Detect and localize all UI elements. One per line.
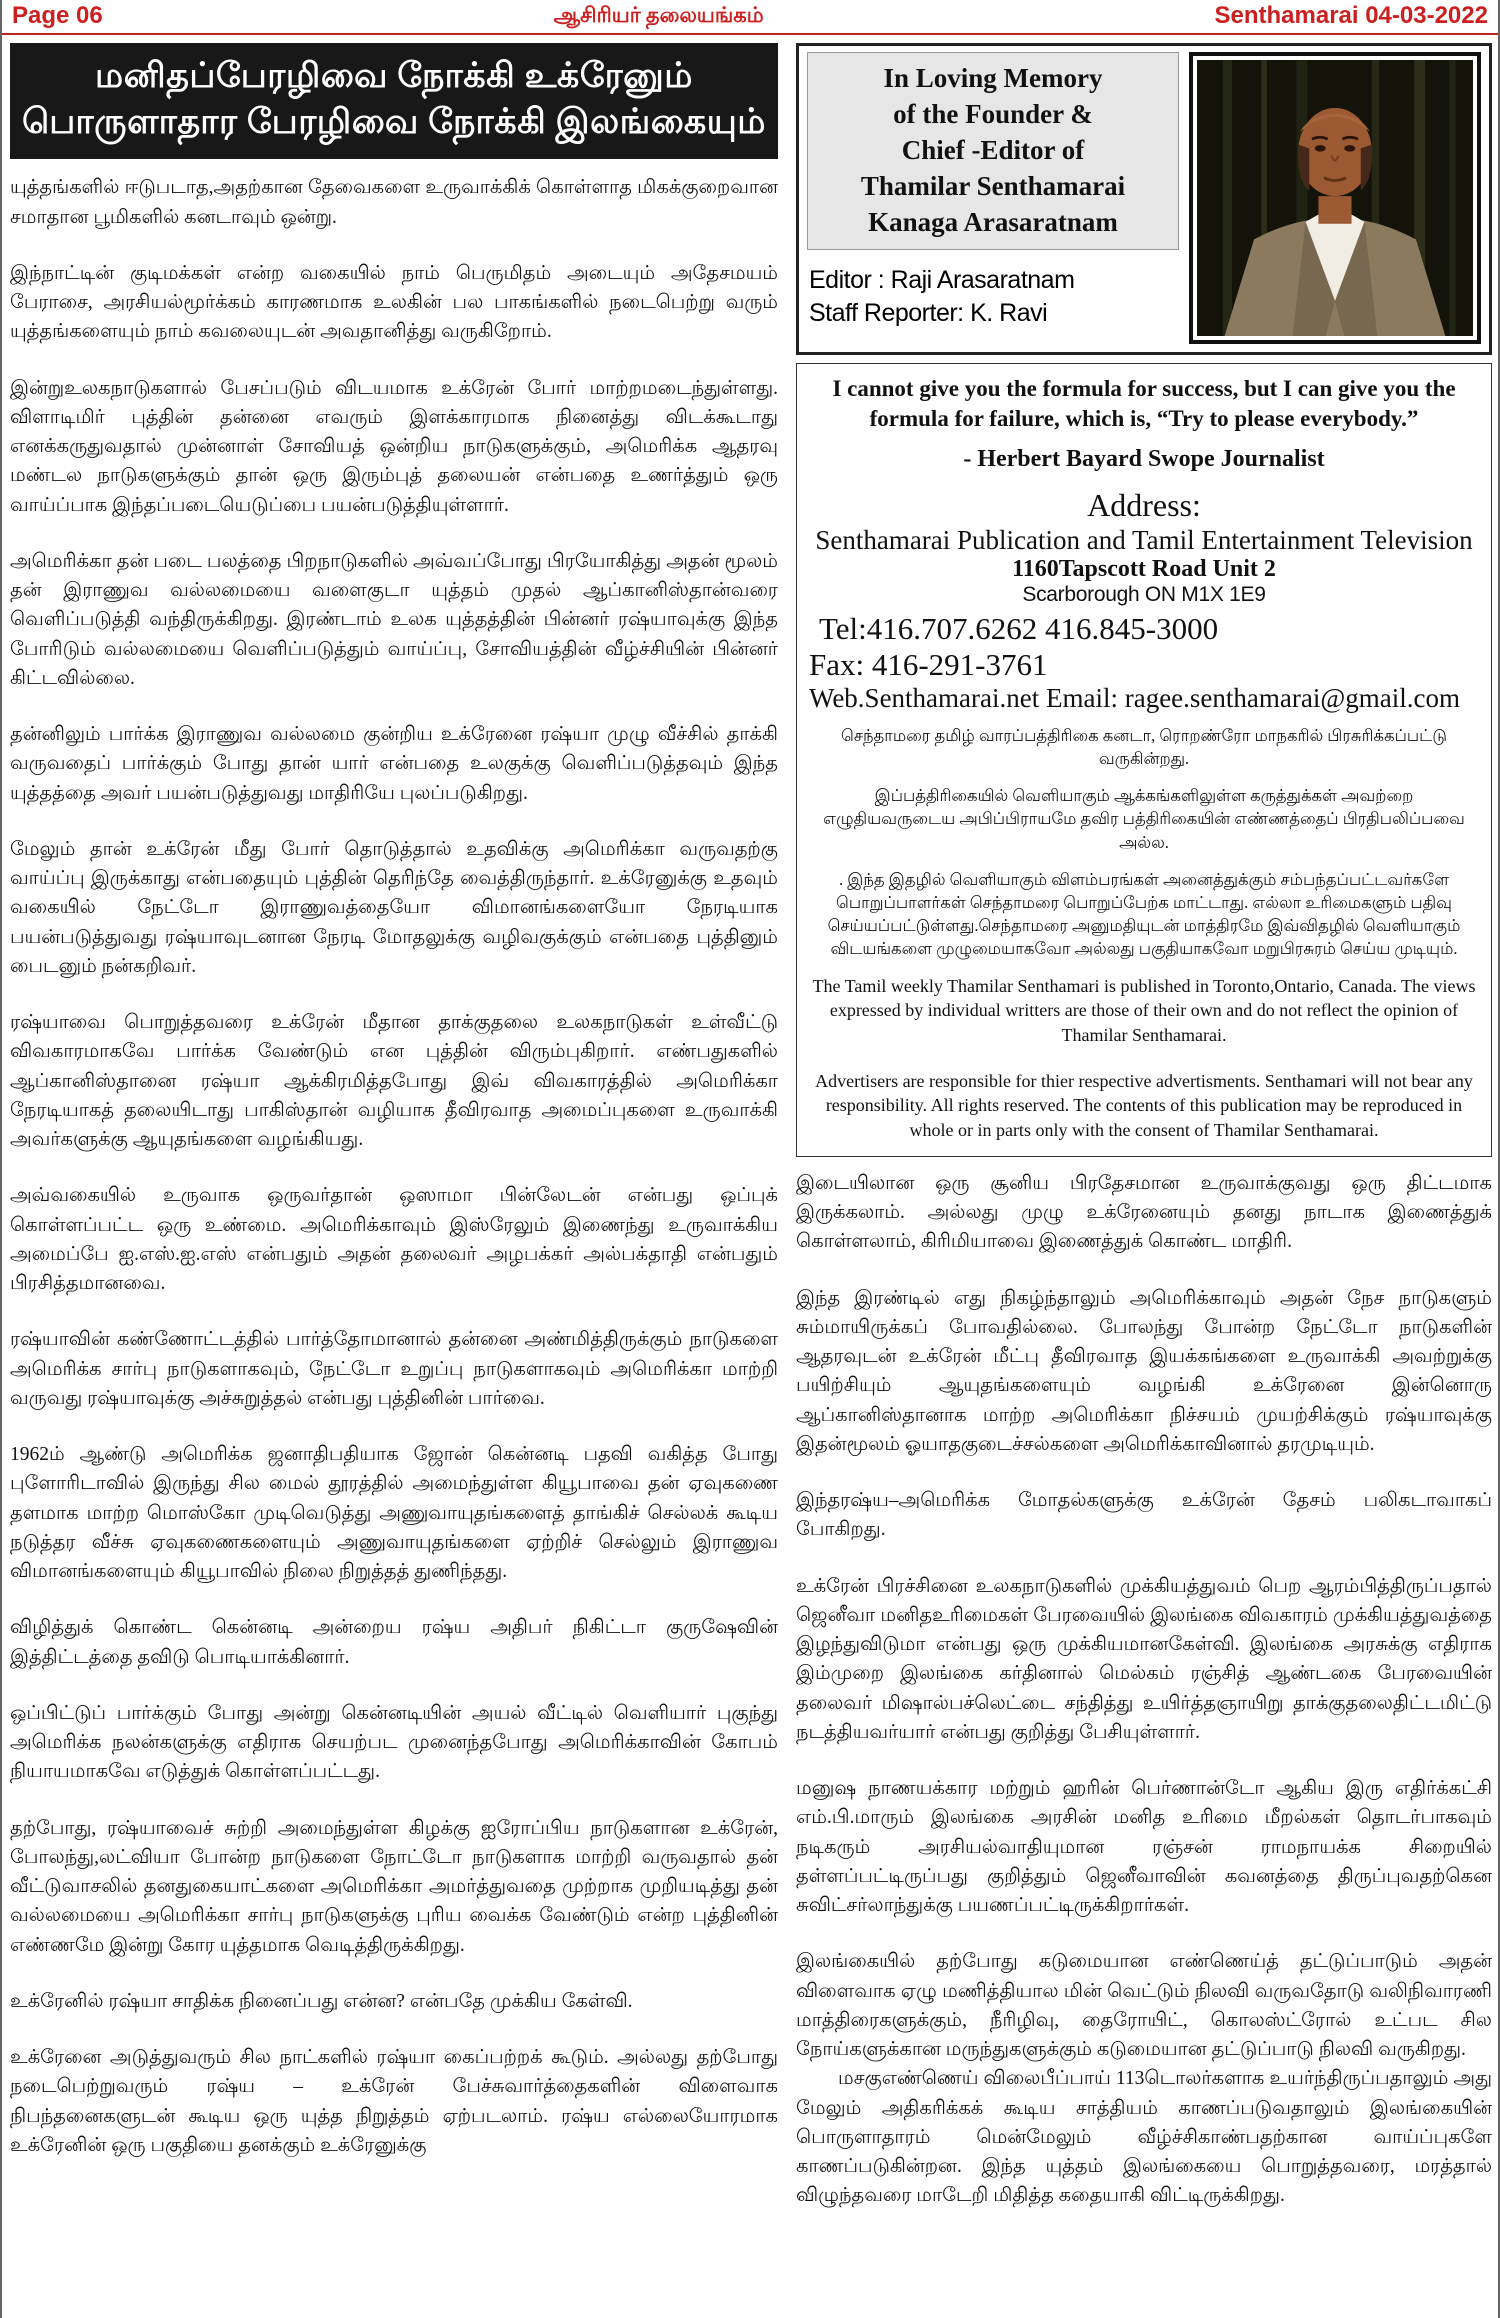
memorial-box — [796, 43, 1492, 355]
tamil-notices — [809, 724, 1479, 960]
headline-line1: மனிதப்பேரழிவை நோக்கி உக்ரேனும் — [95, 56, 693, 95]
memorial-line4: Thamilar Senthamarai — [860, 170, 1126, 201]
article-paragraph: இன்றுஉலகநாடுகளால் பேசப்படும் விடயமாக உக்ரேன் போர் மாற்றமடைந்துள்ளது. விளாடிமிர் புத்தின் தன்னை எவரும் இளக்காரமாக நினைத்து விடக்கூடாது எனக்கருதுவதால் முன்னாள் சோவியத் ஒன்றிய நாடுகளுக்கும், அமெரிக்க ஆதரவு மண்டல நாடுகளுக்கும் தான் ஒரு இரும்புத் தலையன் என்பதை உணர்த்தும் ஒரு வாய்ப்பாக இந்தப்படையெடுப்பை பயன்படுத்தியுள்ளார். — [10, 377, 778, 516]
article-paragraph: இடையிலான ஒரு சூனிய பிரதேசமான உருவாக்குவது ஒரு திட்டமாக இருக்கலாம். அல்லது முழு உக்ரேனையும் தனது நாடாக இணைத்துக் கொள்ளலாம், கிரிமியாவை இணைத்துக் கொண்ட மாதிரி. — [796, 1172, 1492, 1253]
editorial-right-text — [796, 1169, 1492, 2211]
editorial-left-text — [10, 173, 778, 2160]
page-number: Page 06 — [12, 2, 103, 29]
article-paragraph: உக்ரேனில் ரஷ்யா சாதிக்க நினைப்பது என்ன? என்பதே முக்கிய கேள்வி. — [10, 1990, 633, 2012]
article-paragraph: . இந்த இதழில் வெளியாகும் விளம்பரங்கள் அனைத்துக்கும் சம்பந்தப்பட்டவர்களே பொறுப்பாளர்கள் செந்தாமரை பொறுப்பேற்க மாட்டாது. எல்லா உரிமைகளும் பதிவு செய்யப்பட்டுள்ளது.செந்தாமரை அனுமதியுடன் மாத்திரமே இவ்விதழில் வெளியாகும் விடயங்களை முழுமையாகவோ அல்லது பகுதியாகவோ மறுபிரசுரம் செய்ய முடியும். — [827, 869, 1461, 958]
article-paragraph: இலங்கையில் தற்போது கடுமையான எண்ணெய்த் தட்டுப்பாடும் அதன் விளைவாக ஏழு மணித்தியால மின் வெட்டும் நிலவி வருவதோடு வலிநிவாரணி மாத்திரைகளுக்கும், நீரிழிவு, தைரோயிட், கொலஸ்ட்ரோல் உட்பட சில நோய்களுக்கான மருந்துகளுக்கும் கடுமையான தட்டுப்பாடு நிலவி வருகிறது. — [796, 1951, 1492, 2061]
article-paragraph: மேலும் தான் உக்ரேன் மீது போர் தொடுத்தால் உதவிக்கு அமெரிக்கா வருவதற்கு வாய்ப்பு இருக்காது என்பதையும் புத்தின் தெரிந்தே வைத்திருந்தார். உக்ரேனுக்கு உதவும் வகையில் நேட்டோ இராணுவத்தையோ விமானங்களையோ நேரடியாக பயன்படுத்துவது ரஷ்யாவுடனான நேரடி மோதலுக்கு வழிவகுக்கும் என்பதை புத்தினும் பைடனும் நன்கறிவர். — [10, 838, 778, 977]
article-paragraph: ரஷ்யாவின் கண்ணோட்டத்தில் பார்த்தோமானால் தன்னை அண்மித்திருக்கும் நாடுகளை அமெரிக்க சார்பு நாடுகளாகவும், நேட்டோ உறுப்பு நாடுகளாகவும் அமெரிக்கா மாற்றி வருவது ரஷ்யாவுக்கு அச்சுறுத்தல் என்பது புத்தினின் பார்வை. — [10, 1329, 778, 1409]
page-content — [2, 35, 1498, 2238]
memorial-line3: Chief -Editor of — [901, 134, 1085, 165]
english-notice-1: The Tamil weekly Thamilar Senthamari is published in Toronto,Ontario, Canada. The views expressed by individual writters are those of their own and do not reflect the opinion of Thamilar Senthamarai. — [812, 976, 1476, 1045]
article-paragraph: 1962ம் ஆண்டு அமெரிக்க ஜனாதிபதியாக ஜோன் கென்னடி பதவி வகித்த போது புளோரிடாவில் இருந்து சில மைல் தூரத்தில் அமைந்துள்ள கியூபாவை தன் ஏவுகணை தளமாக மாற்ற மொஸ்கோ முடிவெடுத்து அணுவாயுதங்களைத் தாங்கிச் செல்லக் கூடிய நடுத்தர வீச்சு ஏவுகணைகளையும் அணுவாயுதங்களை ஏற்றிச் செல்லும் இராணுவ விமானங்களையும் கியூபாவில் நிலை நிறுத்தத் துணிந்தது. — [10, 1444, 778, 1583]
staff-reporter-line: Staff Reporter: K. Ravi — [809, 299, 1048, 328]
quote-text: I cannot give you the formula for success, but I can give you the formula for failure, which is, “Try to please everybody.” — [832, 376, 1456, 431]
editor-line: Editor : Raji Arasaratnam — [809, 265, 1075, 294]
article-paragraph: செந்தாமரை தமிழ் வாரப்பத்திரிகை கனடா, ரொறண்ரோ மாநகரில் பிரசுரிக்கப்பட்டு வருகின்றது. — [840, 726, 1448, 769]
article-paragraph: உக்ரேனை அடுத்துவரும் சில நாட்களில் ரஷ்யா கைப்பற்றக் கூடும். அல்லது தற்போது நடைபெற்றுவரும் ரஷ்ய – உக்ரேன் பேச்சுவார்த்தைகளின் விளைவாக நிபந்தனைகளுடன் கூடிய ஒரு யுத்த நிறுத்தம் ஏற்படலாம். ரஷ்ய எல்லையோரமாக உக்ரேனின் ஒரு பகுதியை தனக்கும் உக்ரேனுக்கு — [10, 2047, 778, 2156]
article-paragraph: ரஷ்யாவை பொறுத்தவரை உக்ரேன் மீதான தாக்குதலை உலகநாடுகள் உள்வீட்டு விவகாரமாகவே பார்க்க வேண்டும் என புத்தின் விரும்புகிறார். எண்பதுகளில் ஆப்கானிஸ்தானை ரஷ்யா ஆக்கிரமித்தபோது இவ் விவகாரத்தில் அமெரிக்கா நேரடியாகத் தலையிடாது பாகிஸ்தான் வழியாக தீவிரவாத அமைப்புகளை உருவாக்கி அவர்களுக்கு ஆயுதங்களை வழங்கியது. — [10, 1012, 778, 1151]
english-notice-2: Advertisers are responsible for thier respective advertisments. Senthamari will not bear any responsibility. All rights reserved. The contents of this publication may be reproduced in whole or in parts only with the consent of Thamilar Senthamarai. — [815, 1070, 1473, 1140]
editor-credits — [807, 250, 1179, 332]
founder-photo — [1189, 52, 1481, 344]
organization-name: Senthamarai Publication and Tamil Entertainment Television — [815, 524, 1473, 555]
quote-attribution: - Herbert Bayard Swope Journalist — [963, 445, 1325, 472]
fax-number: Fax: 416-291-3761 — [809, 647, 1048, 683]
article-paragraph: இப்பத்திரிகையில் வெளியாகும் ஆக்கங்களிலுள்ள கருத்துக்கள் அவற்றை எழுதியவருடைய அபிப்பிராயமே தவிர பத்திரிகையின் எண்ணத்தைப் பிரதிபலிப்பவை அல்ல. — [823, 786, 1465, 852]
article-paragraph: தற்போது, ரஷ்யாவைச் சுற்றி அமைந்துள்ள கிழக்கு ஐரோப்பிய நாடுகளான உக்ரேன், போலந்து,லட்வியா போன்ற நாடுகளை நோட்டோ நாடுகளாக மாற்றி வருவதால் தன் வீட்டுவாசலில் தனதுகையாட்களை அமெரிக்கா அமர்த்துவதை முற்றாக முறியடித்து தன் வல்லமையை அமெரிக்கா சார்பு நாடுகளுக்கு புரிய வைக்க வேண்டும் என்ற புத்தினின் எண்ணமே இன்று கோர யுத்தமாக வெடித்திருக்கிறது. — [10, 1817, 778, 1956]
publication-info-box — [796, 363, 1492, 1157]
edition-date: Senthamarai 04-03-2022 — [1214, 2, 1488, 29]
founder-portrait-illustration — [1197, 60, 1473, 336]
memorial-line2: of the Founder & — [893, 98, 1093, 129]
article-paragraph: இந்தரஷ்ய–அமெரிக்க மோதல்களுக்கு உக்ரேன் தேசம் பலிகடாவாகப் போகிறது. — [796, 1490, 1492, 1541]
memorial-text — [807, 52, 1179, 250]
right-column — [796, 41, 1492, 2238]
memorial-line5: Kanaga Arasaratnam — [868, 206, 1118, 237]
left-column — [10, 41, 778, 2238]
article-paragraph: விழித்துக் கொண்ட கென்னடி அன்றைய ரஷ்ய அதிபர் நிகிட்டா குருஷேவின் இத்திட்டத்தை தவிடு பொடியாக்கினார். — [10, 1617, 778, 1668]
address-label: Address: — [1087, 486, 1201, 523]
headline-line2: பொருளாதார பேரழிவை நோக்கி இலங்கையும் — [22, 102, 766, 142]
article-paragraph: ஒப்பிட்டுப் பார்க்கும் போது அன்று கென்னடியின் அயல் வீட்டில் வெளியார் புகுந்து அமெரிக்க நலன்களுக்கு எதிராக செயற்பட முனைந்தபோது அமெரிக்காவின் கோபம் நியாயமாகவே எடுத்துக் கொள்ளப்பட்டது. — [10, 1702, 778, 1783]
article-paragraph: இந்நாட்டின் குடிமக்கள் என்ற வகையில் நாம் பெருமிதம் அடையும் அதேசமயம் பேராசை, அரசியல்மூர்க்கம் காரணமாக உலகின் பல பாகங்களில் நடைபெற்று வரும் யுத்தங்களையும் நாம் கவலையுடன் அவதானித்து வருகிறோம். — [10, 262, 778, 343]
article-paragraph: மசகுஎண்ணெய் விலைபீப்பாய் 113டொலர்களாக உயர்ந்திருப்பதாலும் அது மேலும் அதிகரிக்கக் கூடிய சாத்தியம் காணப்படுவதாலும் இலங்கையின் பொருளாதாரம் மென்மேலும் வீழ்ச்சிகாண்பதற்கான வாய்ப்புகளே காணப்படுகின்றன. இந்த யுத்தம் இலங்கையை பொறுத்தவரை, மரத்தால் விழுந்தவரை மாடேறி மிதித்த கதையாகி விட்டிருக்கிறது. — [796, 2068, 1492, 2207]
memorial-line1: In Loving Memory — [883, 63, 1103, 93]
page-header — [2, 0, 1498, 35]
editorial-headline — [10, 43, 778, 159]
article-paragraph: இந்த இரண்டில் எது நிகழ்ந்தாலும் அமெரிக்காவும் அதன் நேச நாடுகளும் சும்மாயிருக்கப் போவதில்லை. போலந்து போன்ற நேட்டோ நாடுகளின் ஆதரவுடன் உக்ரேன் மீட்பு தீவிரவாத இயக்கங்களை உருவாக்கி அவற்றுக்கு பயிற்சியும் ஆயுதங்களையும் வழங்கி உக்ரேனை இன்னொரு ஆப்கானிஸ்தானாக மாற்ற அமெரிக்கா நிச்சயம் முயற்சிக்கும் ரஷ்யாவுக்கு இதன்மூலம் ஓயாதகுடைச்சல்களை அமெரிக்காவினால் தரமுடியும். — [796, 1287, 1492, 1455]
article-paragraph: உக்ரேன் பிரச்சினை உலகநாடுகளில் முக்கியத்துவம் பெற ஆரம்பித்திருப்பதால் ஜெனீவா மனிதஉரிமைகள் பேரவையில் இலங்கை விவகாரம் முக்கியத்துவத்தை இழந்துவிடுமா என்பது ஒரு முக்கியமானகேள்வி. இலங்கை அரசுக்கு எதிராக இம்முறை இலங்கை கர்தினால் மெல்கம் ரஞ்சித் ஆண்டகை பேரவையின் தலைவர் மிஷால்பச்லெட்டை சந்தித்து உயிர்த்தஞாயிறு தாக்குதலைதிட்டமிட்டு நடத்தியவர்யார் என்பது குறித்து பேசியுள்ளார். — [796, 1575, 1492, 1743]
street-address: 1160Tapscott Road Unit 2 — [1012, 556, 1276, 583]
city-postal: Scarborough ON M1X 1E9 — [1022, 583, 1266, 607]
article-paragraph: யுத்தங்களில் ஈடுபடாத,அதற்கான தேவைகளை உருவாக்கிக் கொள்ளாத மிகக்குறைவான சமாதான பூமிகளில் கனடாவும் ஒன்று. — [10, 177, 778, 228]
article-paragraph: அமெரிக்கா தன் படை பலத்தை பிறநாடுகளில் அவ்வப்போது பிரயோகித்து அதன் மூலம் தன் இராணுவ வல்லமையை வளைகுடா யுத்தம் முதல் ஆப்கானிஸ்தான்வரை வெளிப்படுத்தி வந்திருக்கிறது. இரண்டாம் உலக யுத்தத்தின் பின்னர் ரஷ்யாவுக்கு இந்த போரிடும் வல்லமையை வெளிப்படுத்தும் வாய்ப்பு, சோவியத்தின் வீழ்ச்சியின் பின்னர் கிட்டவில்லை. — [10, 550, 778, 689]
article-paragraph: மனுஷ நாணயக்கார மற்றும் ஹரின் பெர்ணான்டோ ஆகிய இரு எதிர்க்கட்சி எம்.பி.மாரும் இலங்கை அரசின் மனித உரிமை மீறல்கள் தொடர்பாகவும் நடிகரும் அரசியல்வாதியுமான ரஞ்சன் ராமநாயக்க சிறையில் தள்ளப்பட்டிருப்பது குறித்தும் ஜெனீவாவின் கவனத்தை திருப்புவதற்கென சுவிட்சர்லாந்துக்கு பயணப்பட்டிருக்கிறார்கள். — [796, 1778, 1492, 1917]
web-and-email: Web.Senthamarai.net Email: ragee.senthamarai@gmail.com — [809, 683, 1460, 714]
article-paragraph: அவ்வகையில் உருவாக ஒருவர்தான் ஒஸாமா பின்லேடன் என்பது ஒப்புக் கொள்ளப்பட்ட ஒரு உண்மை. அமெரிக்காவும் இஸ்ரேலும் இணைந்து உருவாக்கிய அமைப்பே ஐ.எஸ்.ஐ.எஸ் என்பதும் அதன் தலைவர் அழபக்கர் அல்பக்தாதி என்பதும் பிரசித்தமானவை. — [10, 1185, 778, 1295]
article-paragraph: தன்னிலும் பார்க்க இராணுவ வல்லமை குன்றிய உக்ரேனை ரஷ்யா முழு வீச்சில் தாக்கி வருவதைப் பார்க்கும் போது தான் யார் என்பதை உலகுக்கு வெளிப்படுத்தவும் இந்த யுத்தத்தை அவர் பயன்படுத்துவது மாதிரியே புலப்படுகிறது. — [10, 724, 778, 804]
telephone: Tel:416.707.6262 416.845-3000 — [819, 611, 1219, 647]
section-title: ஆசிரியர் தலையங்கம் — [553, 2, 764, 27]
